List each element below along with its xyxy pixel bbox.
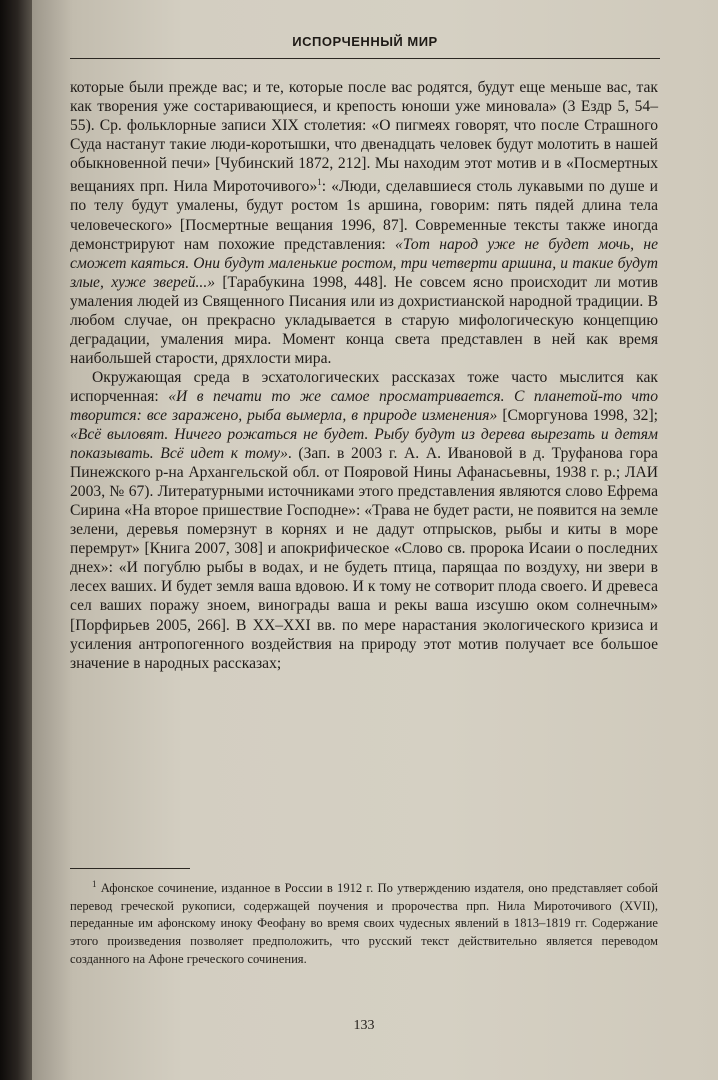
- paragraph: которые были прежде вас; и те, которые после вас родятся, будут еще меньше вас, так как творения уже состаривающиеся, и крепость юноши уже миновала» (3 Ездр 5, 54–55). Ср. фольклорные записи XIX столетия: «О пигмеях говорят, что после Страшного Суда настанут такие люди-коротышки, что двенадцать человек будут молотить в нашей обыкновенной печи» [Чубинский 1872, 212]. Мы находим этот мотив и в «Посмертных вещаниях прп. Нила Мироточивого»$^1$: «Люди, сделавшиеся столь лукавыми по душе и по телу будут умалены, будут ростом 1s аршина, говорим: пять пядей длина тела человеческого» [Посмертные вещания 1996, 87]. Современные тексты также иногда демонстрируют нам похожие представления: «Тот народ уже не будет мочь, не сможет каяться. Они будут маленькие ростом, три четверти аршина, и такие будут злые, хуже зверей...» [Тарабукина 1998, 448]. Не совсем ясно происходит ли мотив умаления людей из Священного Писания или из дохристианской народной традиции. В любом случае, он прекрасно укладывается в старую мифологическую концепцию деградации, умаления мира. Момент конца света представлен в ней как время наибольшей старости, дряхлости мира.: [70, 79, 658, 367]
- page-number: 133: [353, 1018, 375, 1033]
- quote: «И в печати то же самое просматривается. С планетой-то что творится: все заражено, рыба вымерла, в природе изменения»: [70, 387, 658, 424]
- footnote: $^1$ Афонское сочинение, изданное в России в 1912 г. По утверждению издателя, оно представляет собой перевод греческой рукописи, содержащей поучения и пророчества прп. Нила Мироточивого (XVII), переданные им афонскому иноку Феофану во время своих чудесных явлений в 1813–1819 гг. Содержание этого произведения позволяет предположить, что русский текст действительно является переводом созданного на Афоне греческого сочинения.: [70, 879, 658, 966]
- footnote-separator: [70, 868, 190, 869]
- footnote-reference: 1: [317, 177, 322, 188]
- main-text: [70, 78, 658, 673]
- paragraph: Окружающая среда в эсхатологических рассказах тоже часто мыслится как испорченная: «И в печати то же самое просматривается. С планетой-то что творится: все заражено, рыба вымерла, в природе изменения» [Сморгунова 1998, 32]; «Всё выловят. Ничего рожаться не будет. Рыбу будут из дерева вырезать и детям показывать. Всё идет к тому». (Зап. в 2003 г. А. А. Ивановой в д. Труфанова гора Пинежского р-на Архангельской обл. от Пояровой Нины Афанасьевны, 1938 г. р.; ЛАИ 2003, № 67). Литературными источниками этого представления являются слово Ефрема Сирина «На второе пришествие Господне»: «Трава не будет расти, не появится на земле зелени, деревья померзнут в корнях и не дадут отпрысков, рыбы и киты в море перемрут» [Книга 2007, 308] и апокрифическое «Слово св. пророка Исаии о последних днех»: «И погублю рыбы в водах, и не будеть птица, парящаа по воздуху, ни звери в лесех ваших. И будет земля ваша вдовою. И к тому не сотворит плода своего. И древеса сел ваших поражу зноем, винограды ваша и рекы ваша изсушю оком солнечным» [Порфирьев 2005, 266]. В XX–XXI вв. по мере нарастания экологического кризиса и усиления антропогенного воздействия на природу этот мотив получает все большое значение в народных рассказах;: [70, 368, 658, 672]
- footnote-marker: 1: [92, 879, 97, 889]
- book-page: [32, 0, 718, 1080]
- quote: «Всё выловят. Ничего рожаться не будет. Рыбу будут из дерева вырезать и детям показывать. Всё идет к тому»: [70, 426, 658, 463]
- running-title: ИСПОРЧЕННЫЙ МИР: [292, 34, 438, 49]
- quote: «Тот народ уже не будет мочь, не сможет каяться. Они будут маленькие ростом, три четверти аршина, и такие будут злые, хуже зверей...»: [70, 235, 658, 291]
- page-header: [70, 28, 660, 59]
